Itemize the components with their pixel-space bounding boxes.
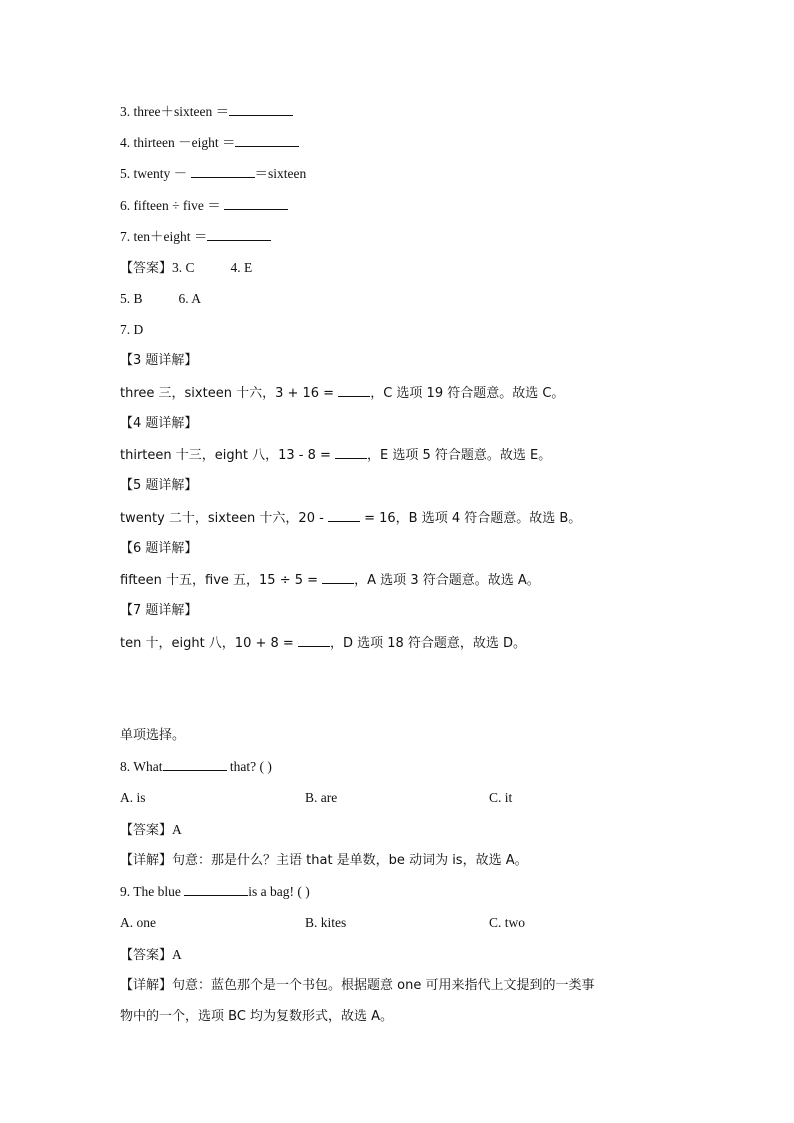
detail-5-heading: 【5 题详解】 <box>120 478 198 493</box>
answer-blank <box>229 103 293 116</box>
q8-answer: 【答案】A <box>120 822 182 838</box>
answer-blank <box>191 165 255 178</box>
detail-6: fifteen 十五，five 五，15 ÷ 5 = ，A 选项 3 符合题意。故选 A。 <box>120 573 540 588</box>
answers-row-1: 【答案】3. C 4. E <box>120 260 253 276</box>
detail-3-heading: 【3 题详解】 <box>120 353 198 368</box>
q8-detail: 【详解】句意：那是什么？主语 that 是单数，be 动词为 is，故选 A。 <box>120 853 528 868</box>
question-8: 8. What that? ( ) <box>120 759 272 774</box>
detail-7: ten 十，eight 八，10 + 8 = ，D 选项 18 符合题意，故选 D。 <box>120 636 527 651</box>
answer-blank <box>163 758 227 771</box>
section-title: 单项选择。 <box>120 728 186 743</box>
answer-blank <box>328 509 360 522</box>
detail-3: three 三，sixteen 十六，3 + 16 = ，C 选项 19 符合题意。故选 C。 <box>120 386 565 401</box>
answer-tag: 【答案】 <box>120 261 173 276</box>
answer-blank <box>338 384 370 397</box>
question-4: 4. thirteen －eight ＝ <box>120 134 299 152</box>
question-7: 7. ten＋eight ＝ <box>120 228 271 246</box>
question-6: 6. fifteen ÷ five ＝ <box>120 197 288 215</box>
detail-7-heading: 【7 题详解】 <box>120 603 198 618</box>
q9-detail-line-1: 【详解】句意：蓝色那个是一个书包。根据题意 one 可用来指代上文提到的一类事 <box>120 978 595 993</box>
answer-blank <box>322 571 354 584</box>
q8-option-c: C. it <box>489 790 513 805</box>
answer-blank <box>184 883 248 896</box>
q9-answer: 【答案】A <box>120 947 182 963</box>
question-9: 9. The blue is a bag! ( ) <box>120 884 310 899</box>
q9-option-a: A. one <box>120 915 156 930</box>
answers-row-3: 7. D <box>120 322 144 337</box>
q9-detail-line-2: 物中的一个，选项 BC 均为复数形式，故选 A。 <box>120 1009 394 1024</box>
question-3: 3. three＋sixteen ＝ <box>120 103 293 121</box>
answer-blank <box>335 446 367 459</box>
answers-row-2: 5. B 6. A <box>120 291 202 306</box>
answer-blank <box>224 197 288 210</box>
q9-option-b: B. kites <box>305 915 347 930</box>
detail-4-heading: 【4 题详解】 <box>120 416 198 431</box>
q9-option-c: C. two <box>489 915 526 930</box>
detail-6-heading: 【6 题详解】 <box>120 541 198 556</box>
q8-option-b: B. are <box>305 790 338 805</box>
detail-4: thirteen 十三，eight 八，13 - 8 = ，E 选项 5 符合题意。故选 E。 <box>120 448 552 463</box>
q8-option-a: A. is <box>120 790 146 805</box>
answer-blank <box>235 134 299 147</box>
answer-blank <box>207 228 271 241</box>
question-5: 5. twenty － ＝sixteen <box>120 166 307 181</box>
answer-blank <box>298 634 330 647</box>
detail-5: twenty 二十，sixteen 十六，20 - = 16，B 选项 4 符合题意。故选 B。 <box>120 511 582 526</box>
